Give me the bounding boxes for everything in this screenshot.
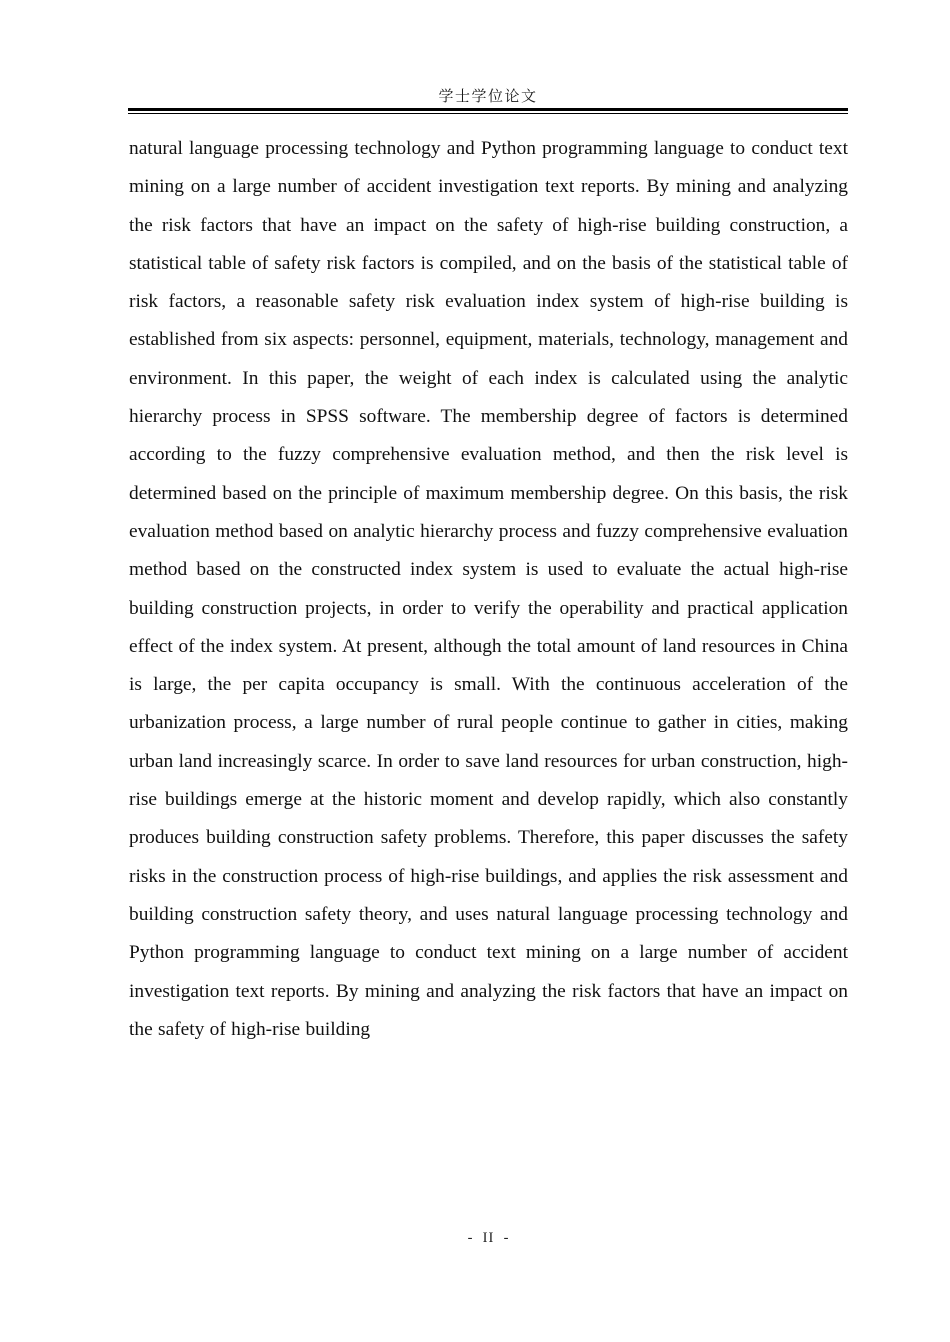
header-title: 学士学位论文 (438, 87, 538, 105)
page-footer (129, 1228, 848, 1248)
footer-page-number: - II - (467, 1230, 510, 1246)
header-rule-thin (128, 113, 848, 115)
header-double-rule (128, 108, 848, 114)
page-header (128, 86, 848, 114)
body-text-area (129, 130, 848, 1049)
abstract-paragraph: natural language processing technology and Python programming language to conduct text mining on a large number of accident investigation text reports. By mining and analyzing the risk factors that have an impact on the safety of high-rise building construction, a statistical table of safety risk factors is compiled, and on the basis of the statistical table of risk factors, a reasonable safety risk evaluation index system of high-rise building is established from six aspects: personnel, equipment, materials, technology, management and environment. In this paper, the weight of each index is calculated using the analytic hierarchy process in SPSS software. The membership degree of factors is determined according to the fuzzy comprehensive evaluation method, and then the risk level is determined based on the principle of maximum membership degree. On this basis, the risk evaluation method based on analytic hierarchy process and fuzzy comprehensive evaluation method based on the constructed index system is used to evaluate the actual high-rise building construction projects, in order to verify the operability and practical application effect of the index system. At present, although the total amount of land resources in China is large, the per capita occupancy is small. With the continuous acceleration of the urbanization process, a large number of rural people continue to gather in cities, making urban land increasingly scarce. In order to save land resources for urban construction, high-rise buildings emerge at the historic moment and develop rapidly, which also constantly produces building construction safety problems. Therefore, this paper discusses the safety risks in the construction process of high-rise buildings, and applies the risk assessment and building construction safety theory, and uses natural language processing technology and Python programming language to conduct text mining on a large number of accident investigation text reports. By mining and analyzing the risk factors that have an impact on the safety of high-rise building (129, 138, 848, 1040)
